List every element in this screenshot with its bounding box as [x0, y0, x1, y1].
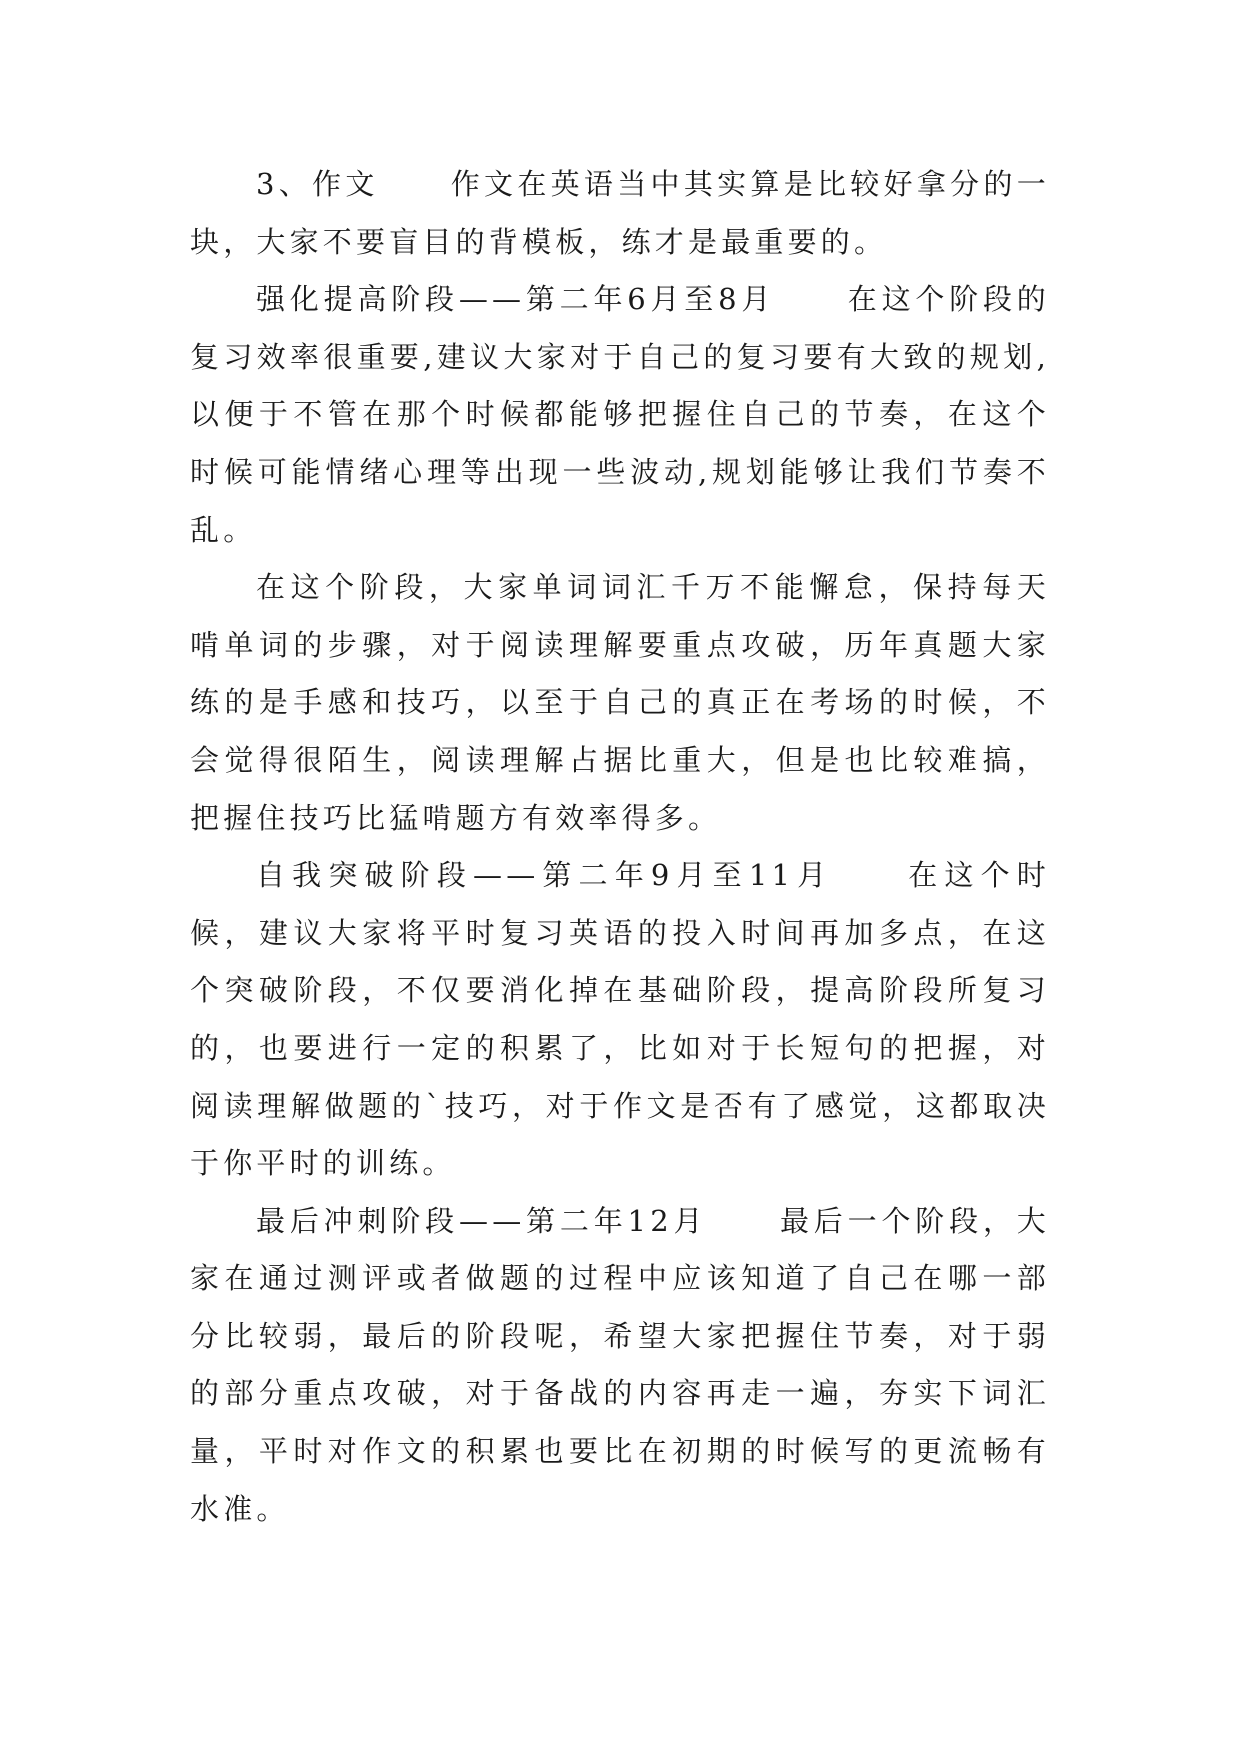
document-body	[190, 156, 1050, 1538]
paragraph-text: 在这个时候，建议大家将平时复习英语的投入时间再加多点，在这个突破阶段，不仅要消化掉在基础阶段，提高阶段所复习的，也要进行一定的积累了，比如对于长短句的把握，对阅读理解做题的`技巧，对于作文是否有了感觉，这都取决于你平时的训练。	[190, 858, 1050, 1181]
paragraph-essay	[190, 156, 1050, 271]
paragraph-heading: 最后冲刺阶段——第二年12月	[256, 1203, 708, 1238]
paragraph-text: 作文在英语当中其实算是比较好拿分的一块，大家不要盲目的背模板，练才是最重要的。	[190, 167, 1050, 259]
paragraph-strengthen-stage	[190, 271, 1050, 559]
paragraph-heading: 强化提高阶段——第二年6月至8月	[256, 282, 776, 317]
paragraph-text: 最后一个阶段，大家在通过测评或者做题的过程中应该知道了自己在哪一部分比较弱，最后的阶段呢，希望大家把握住节奏，对于弱的部分重点攻破，对于备战的内容再走一遍，夯实下词汇量，平时对作文的积累也要比在初期的时候写的更流畅有水准。	[190, 1203, 1051, 1526]
paragraph-heading: 自我突破阶段——第二年9月至11月	[256, 858, 834, 893]
paragraph-final-sprint-stage	[190, 1193, 1050, 1539]
paragraph-text: 在这个阶段，大家单词词汇千万不能懈怠，保持每天啃单词的步骤，对于阅读理解要重点攻破，历年真题大家练的是手感和技巧，以至于自己的真正在考场的时候，不会觉得很陌生，阅读理解占据比重大，但是也比较难搞，把握住技巧比猛啃题方有效率得多。	[190, 570, 1050, 835]
paragraph-heading: 3、作文	[256, 167, 379, 201]
paragraph-breakthrough-stage	[190, 847, 1050, 1193]
paragraph-text: 在这个阶段的复习效率很重要,建议大家对于自己的复习要有大致的规划,以便于不管在那个时候都能够把握住自己的节奏，在这个时候可能情绪心理等出现一些波动,规划能够让我们节奏不乱。	[190, 282, 1050, 547]
paragraph-vocabulary-reading	[190, 559, 1050, 847]
